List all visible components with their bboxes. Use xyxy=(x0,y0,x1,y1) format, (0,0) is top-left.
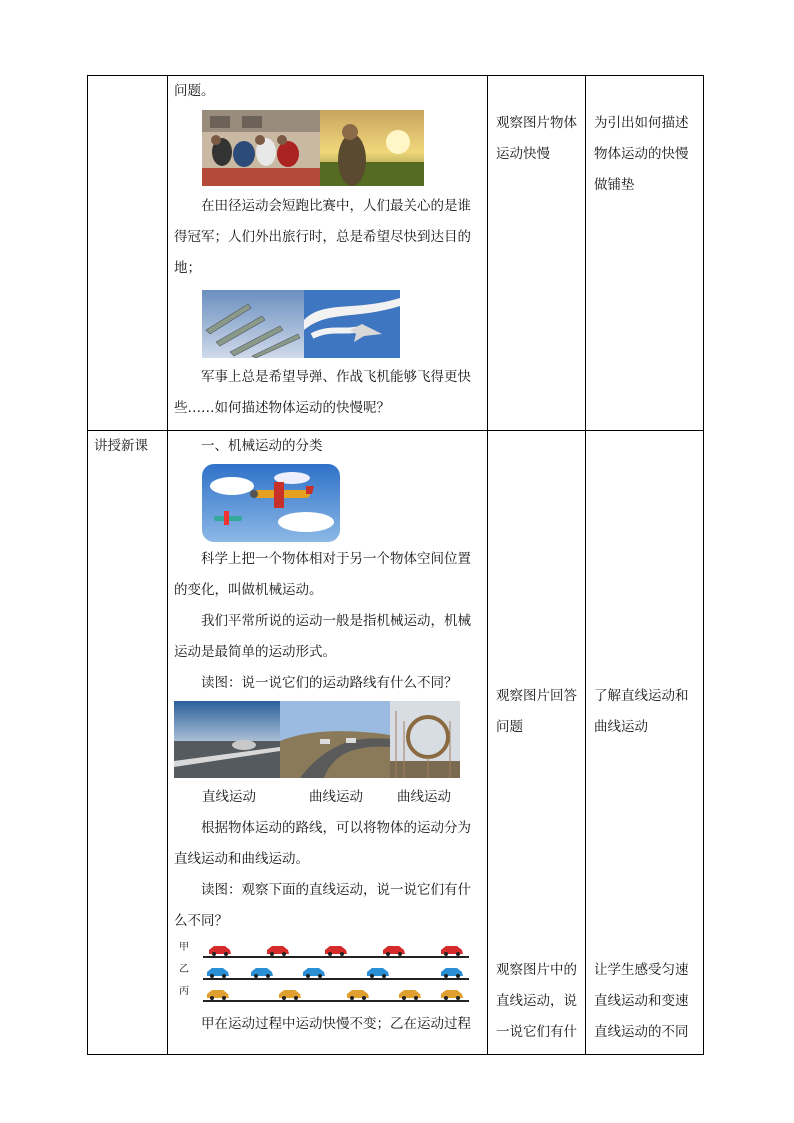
car-icon xyxy=(397,989,423,1000)
design-intent-cell xyxy=(586,431,704,1055)
student-activity-cell xyxy=(488,76,586,431)
road-line xyxy=(203,1000,469,1002)
car-icon xyxy=(301,967,327,978)
definition-paragraph: 科学上把一个物体相对于另一个物体空间位置的变化，叫做机械运动。 xyxy=(174,551,471,598)
car-diagram xyxy=(174,939,481,1005)
car-row-yi xyxy=(179,961,481,983)
sprint-photo xyxy=(202,110,320,186)
label-curve-2: 曲线运动 xyxy=(397,789,451,805)
car-icon xyxy=(439,945,465,956)
section-heading: 一、机械运动的分类 xyxy=(201,438,323,454)
motion-labels xyxy=(202,782,481,813)
straight-road-photo xyxy=(174,701,280,778)
paragraph-sports: 在田径运动会短跑比赛中，人们最关心的是谁得冠军；人们外出旅行时，总是希望尽快到达目的地； xyxy=(174,198,471,276)
car-row-bing xyxy=(179,983,481,1005)
road-line xyxy=(203,956,469,958)
stage-cell xyxy=(88,76,168,431)
tail-paragraph: 甲在运动过程中运动快慢不变；乙在运动过程 xyxy=(201,1016,471,1032)
label-curve-1: 曲线运动 xyxy=(309,789,363,805)
stage-cell xyxy=(88,431,168,1055)
traveler-photo xyxy=(320,110,424,186)
car-icon xyxy=(265,945,291,956)
road-line xyxy=(203,978,469,980)
car-icon xyxy=(439,967,465,978)
plane-photo xyxy=(202,464,340,542)
classify-paragraph: 根据物体运动的路线，可以将物体的运动分为直线运动和曲线运动。 xyxy=(174,820,471,867)
car-row-label: 乙 xyxy=(179,964,189,975)
label-straight: 直线运动 xyxy=(202,789,256,805)
car-icon xyxy=(365,967,391,978)
design-intent-text: 为引出如何描述物体运动的快慢做铺垫 xyxy=(594,115,689,193)
car-icon xyxy=(205,967,231,978)
table-row xyxy=(88,76,704,431)
stage-label: 讲授新课 xyxy=(94,438,148,454)
student-activity-text-2: 观察图片中的直线运动，说一说它们有什 xyxy=(496,962,577,1040)
car-icon xyxy=(205,989,231,1000)
missile-photo xyxy=(202,290,304,358)
design-intent-text-1: 了解直线运动和曲线运动 xyxy=(594,688,689,735)
design-intent-text-2: 让学生感受匀速直线运动和变速直线运动的不同 xyxy=(594,962,689,1040)
read-figure-2: 读图：观察下面的直线运动，说一说它们有什么不同？ xyxy=(174,882,471,929)
student-activity-text: 观察图片物体运动快慢 xyxy=(496,115,577,162)
car-icon xyxy=(439,989,465,1000)
car-icon xyxy=(207,945,233,956)
car-icon xyxy=(323,945,349,956)
car-icon xyxy=(249,967,275,978)
car-icon xyxy=(277,989,303,1000)
car-row-label: 丙 xyxy=(179,986,189,997)
military-images xyxy=(202,290,481,358)
teacher-activity-cell xyxy=(168,431,488,1055)
car-icon xyxy=(345,989,371,1000)
car-row-jia xyxy=(179,939,481,961)
car-row-label: 甲 xyxy=(179,942,189,953)
paragraph-military: 军事上总是希望导弹、作战飞机能够飞得更快些……如何描述物体运动的快慢呢？ xyxy=(174,369,471,416)
sports-travel-images xyxy=(202,110,481,186)
table-row xyxy=(88,431,704,1055)
jet-photo xyxy=(304,290,400,358)
intro-tail: 问题。 xyxy=(174,83,215,99)
student-activity-text-1: 观察图片回答问题 xyxy=(496,688,577,735)
roller-coaster-photo xyxy=(390,701,460,778)
design-intent-cell xyxy=(586,76,704,431)
lesson-table xyxy=(87,75,704,1055)
teacher-activity-cell xyxy=(168,76,488,431)
car-icon xyxy=(381,945,407,956)
curved-road-photo xyxy=(280,701,390,778)
student-activity-cell xyxy=(488,431,586,1055)
motion-images xyxy=(174,701,481,778)
read-figure-1: 读图：说一说它们的运动路线有什么不同？ xyxy=(201,675,458,691)
common-motion-paragraph: 我们平常所说的运动一般是指机械运动，机械运动是最简单的运动形式。 xyxy=(174,613,471,660)
plane-image-wrap xyxy=(202,464,481,542)
